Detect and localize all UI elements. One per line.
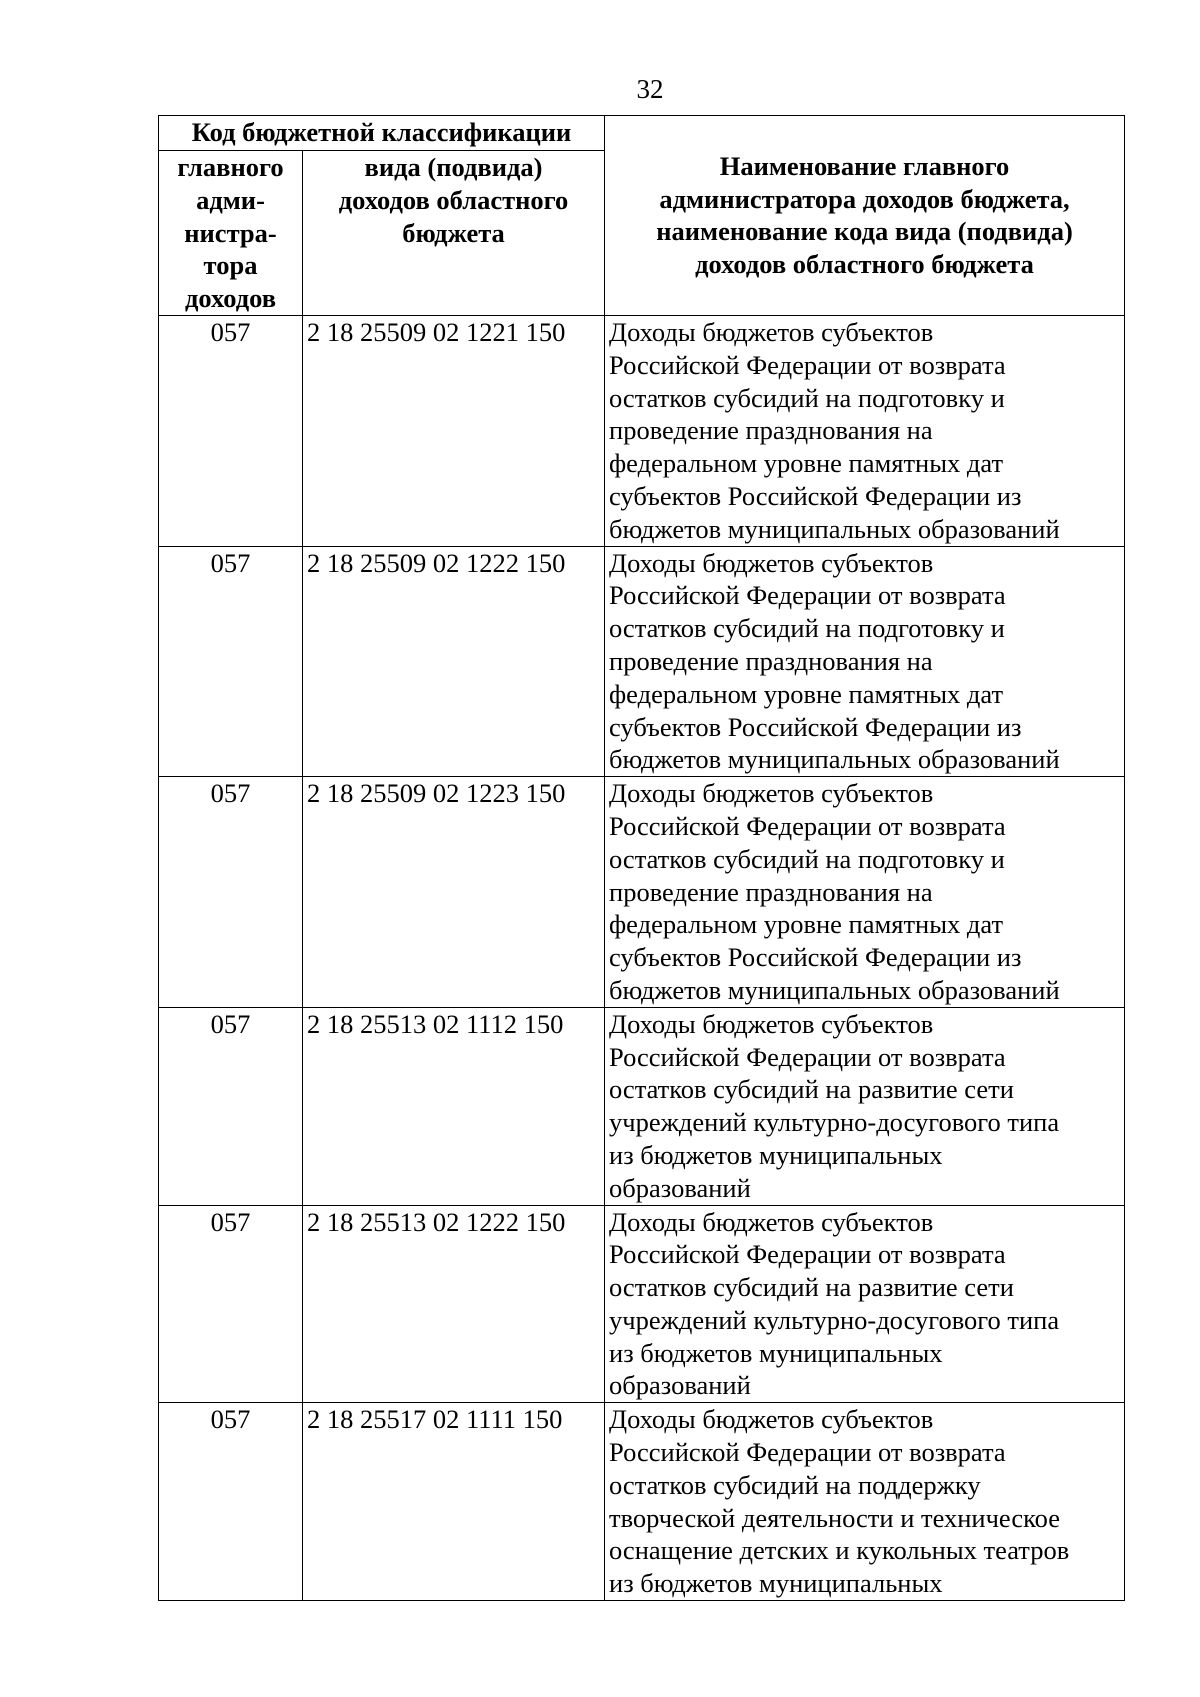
text-line: проведение празднования на [609,645,933,676]
text-line: Доходы бюджетов субъектов [609,316,934,347]
text-line: учреждений культурно-досугового типа [609,1107,1060,1138]
header-code-column [303,151,605,316]
text-line: творческой деятельности и техническое [609,1502,1060,1533]
text-line: оснащение детских и кукольных театров [609,1535,1070,1566]
text-line: остатков субсидий на подготовку и [609,843,1005,874]
text-line: Доходы бюджетов субъектов [609,778,934,809]
text-line: проведение празднования на [609,415,933,446]
table-header [159,116,1125,316]
text-line: Российской Федерации от возврата [609,810,1006,841]
header-budget-classification-code: Код бюджетной классификации [159,116,605,151]
income-name-cell [605,1403,1125,1601]
text-line: Российской Федерации от возврата [609,1041,1006,1072]
income-name-cell [605,546,1125,777]
text-line: остатков субсидий на подготовку и [609,382,1005,413]
text-line: доходов областного бюджета [695,249,1034,280]
income-name-cell [605,1007,1125,1205]
header-name-column [605,116,1125,316]
text-line: образований [609,1370,751,1401]
text-line: Доходы бюджетов субъектов [609,547,934,578]
text-line: Наименование главного [719,150,1010,181]
text-line: из бюджетов муниципальных [609,1139,943,1170]
income-type-code-cell: 2 18 25509 02 1222 150 [303,546,605,777]
table-row [159,777,1125,1008]
text-line: тора [203,250,258,281]
text-line: главного [177,152,284,182]
text-line: остатков субсидий на поддержку [609,1469,981,1500]
text-line: Российской Федерации от возврата [609,1437,1006,1468]
table-row [159,1007,1125,1205]
text-line: учреждений культурно-досугового типа [609,1304,1060,1335]
income-name-cell [605,777,1125,1008]
text-line: Доходы бюджетов субъектов [609,1008,934,1039]
text-line: субъектов Российской Федерации из [609,942,1022,973]
text-line: бюджетов муниципальных образований [609,513,1060,544]
income-type-code-cell: 2 18 25513 02 1222 150 [303,1205,605,1403]
text-line: Российской Федерации от возврата [609,1239,1006,1270]
income-type-code-cell: 2 18 25513 02 1112 150 [303,1007,605,1205]
text-line: проведение празднования на [609,876,933,907]
admin-code-cell: 057 [159,546,303,777]
text-line: федеральном уровне памятных дат [609,448,1004,479]
budget-classification-table [158,115,1125,1601]
text-line: остатков субсидий на развитие сети [609,1074,1014,1105]
table-row [159,1403,1125,1601]
text-line: Доходы бюджетов субъектов [609,1404,934,1435]
text-line: доходов областного [338,184,569,215]
text-line: бюджетов муниципальных образований [609,974,1060,1005]
table-body [159,315,1125,1600]
admin-code-cell: 057 [159,1007,303,1205]
table-row [159,315,1125,546]
text-line: из бюджетов муниципальных [609,1337,943,1368]
text-line: адми- [196,184,265,215]
page-number: 32 [636,74,664,104]
admin-code-cell: 057 [159,315,303,546]
table-row [159,1205,1125,1403]
admin-code-cell: 057 [159,777,303,1008]
text-line: образований [609,1172,751,1203]
admin-code-cell: 057 [159,1403,303,1601]
text-line: бюджета [402,217,505,248]
text-line: наименование кода вида (подвида) [656,216,1073,247]
text-line: администратора доходов бюджета, [659,183,1070,214]
text-line: Российской Федерации от возврата [609,580,1006,611]
income-name-cell [605,1205,1125,1403]
text-line: субъектов Российской Федерации из [609,711,1022,742]
income-type-code-cell: 2 18 25517 02 1111 150 [303,1403,605,1601]
text-line: Российской Федерации от возврата [609,349,1006,380]
text-line: нистра- [184,217,277,248]
income-type-code-cell: 2 18 25509 02 1221 150 [303,315,605,546]
text-line: остатков субсидий на развитие сети [609,1272,1014,1303]
text-line: федеральном уровне памятных дат [609,909,1004,940]
income-type-code-cell: 2 18 25509 02 1223 150 [303,777,605,1008]
header-admin-column [159,151,303,316]
text-line: доходов [184,283,277,314]
text-line: остатков субсидий на подготовку и [609,613,1005,644]
text-line: Доходы бюджетов субъектов [609,1206,934,1237]
table-row [159,546,1125,777]
text-line: вида (подвида) [364,152,543,182]
text-line: субъектов Российской Федерации из [609,480,1022,511]
text-line: из бюджетов муниципальных [609,1568,943,1599]
text-line: федеральном уровне памятных дат [609,678,1004,709]
text-line: бюджетов муниципальных образований [609,744,1060,775]
income-name-cell [605,315,1125,546]
admin-code-cell: 057 [159,1205,303,1403]
